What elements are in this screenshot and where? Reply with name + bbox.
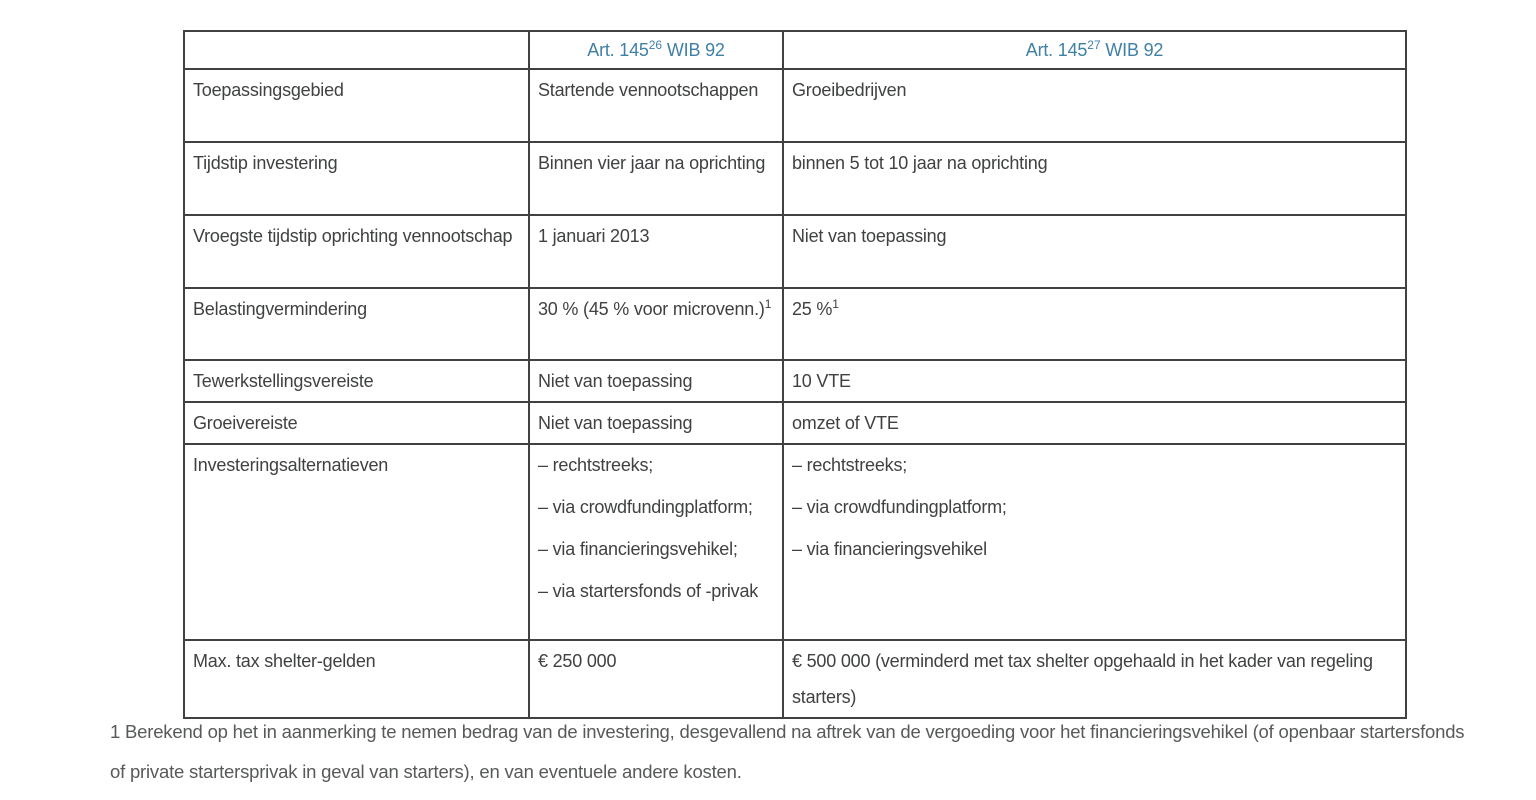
header-art-145-27-text: Art. 145 <box>1025 40 1088 60</box>
list-item: – via startersfonds of -privak <box>538 581 759 601</box>
table-row-tijdstip-investering <box>184 142 1406 215</box>
table-row-vroegste-tijdstip <box>184 215 1406 288</box>
row-label: Investeringsalternatieven <box>184 444 529 640</box>
cell-text: 30 % (45 % voor microvenn.) <box>538 299 765 319</box>
header-art-145-27-rest: WIB 92 <box>1100 40 1164 60</box>
table-body <box>184 69 1406 718</box>
row-label: Max. tax shelter-gelden <box>184 640 529 718</box>
cell-value: € 250 000 <box>529 640 783 718</box>
table-row-tewerkstellingsvereiste <box>184 360 1406 402</box>
header-art-145-27-sup: 27 <box>1087 38 1101 52</box>
row-label: Tewerkstellingsvereiste <box>184 360 529 402</box>
table-row-belastingvermindering <box>184 288 1406 360</box>
cell-value: Niet van toepassing <box>529 402 783 444</box>
cell-value-list <box>529 444 783 640</box>
row-label: Tijdstip investering <box>184 142 529 215</box>
cell-value: binnen 5 tot 10 jaar na oprichting <box>783 142 1406 215</box>
header-art-145-26 <box>529 31 783 69</box>
footnote-marker: 1 <box>764 297 772 311</box>
row-label: Groeivereiste <box>184 402 529 444</box>
footnote-text: 1 Berekend op het in aanmerking te nemen bedrag van de investering, desgevallend na aftrek van de vergoeding voor het financieringsvehikel (of openbaar startersfonds of private startersprivak in geval van starters), en van eventuele andere kosten. <box>110 721 1465 782</box>
table-row-max-tax-shelter <box>184 640 1406 718</box>
cell-value: Binnen vier jaar na oprichting <box>529 142 783 215</box>
list-item: – via crowdfundingplatform; <box>792 497 1007 517</box>
list-item: – via financieringsvehikel <box>792 539 987 559</box>
row-label: Belastingvermindering <box>184 288 529 360</box>
cell-value: Niet van toepassing <box>783 215 1406 288</box>
cell-value: Startende vennootschappen <box>529 69 783 142</box>
row-label: Toepassingsgebied <box>184 69 529 142</box>
table-row-groeivereiste <box>184 402 1406 444</box>
cell-value-list <box>783 444 1406 640</box>
header-art-145-26-text: Art. 145 <box>587 40 649 60</box>
cell-value: Groeibedrijven <box>783 69 1406 142</box>
list-item: – via crowdfundingplatform; <box>538 497 753 517</box>
table-header <box>184 31 1406 69</box>
cell-value <box>783 288 1406 360</box>
header-art-145-27 <box>783 31 1406 69</box>
cell-value <box>529 288 783 360</box>
cell-value: Niet van toepassing <box>529 360 783 402</box>
table-row-investeringsalternatieven <box>184 444 1406 640</box>
cell-value: 10 VTE <box>783 360 1406 402</box>
row-label: Vroegste tijdstip oprichting vennootschap <box>184 215 529 288</box>
header-empty-cell <box>184 31 529 69</box>
cell-value: omzet of VTE <box>783 402 1406 444</box>
cell-text: 25 % <box>792 299 833 319</box>
list-item: – rechtstreeks; <box>792 455 908 475</box>
header-row <box>184 31 1406 69</box>
list-item: – via financieringsvehikel; <box>538 539 738 559</box>
cell-value: € 500 000 (verminderd met tax shelter opgehaald in het kader van regeling starters) <box>783 640 1406 718</box>
header-art-145-26-sup: 26 <box>648 38 663 52</box>
cell-value: 1 januari 2013 <box>529 215 783 288</box>
footnote-marker: 1 <box>832 297 839 311</box>
header-art-145-26-rest: WIB 92 <box>662 40 725 60</box>
list-item: – rechtstreeks; <box>538 455 654 475</box>
comparison-table <box>183 30 1407 719</box>
table-row-toepassingsgebied <box>184 69 1406 142</box>
